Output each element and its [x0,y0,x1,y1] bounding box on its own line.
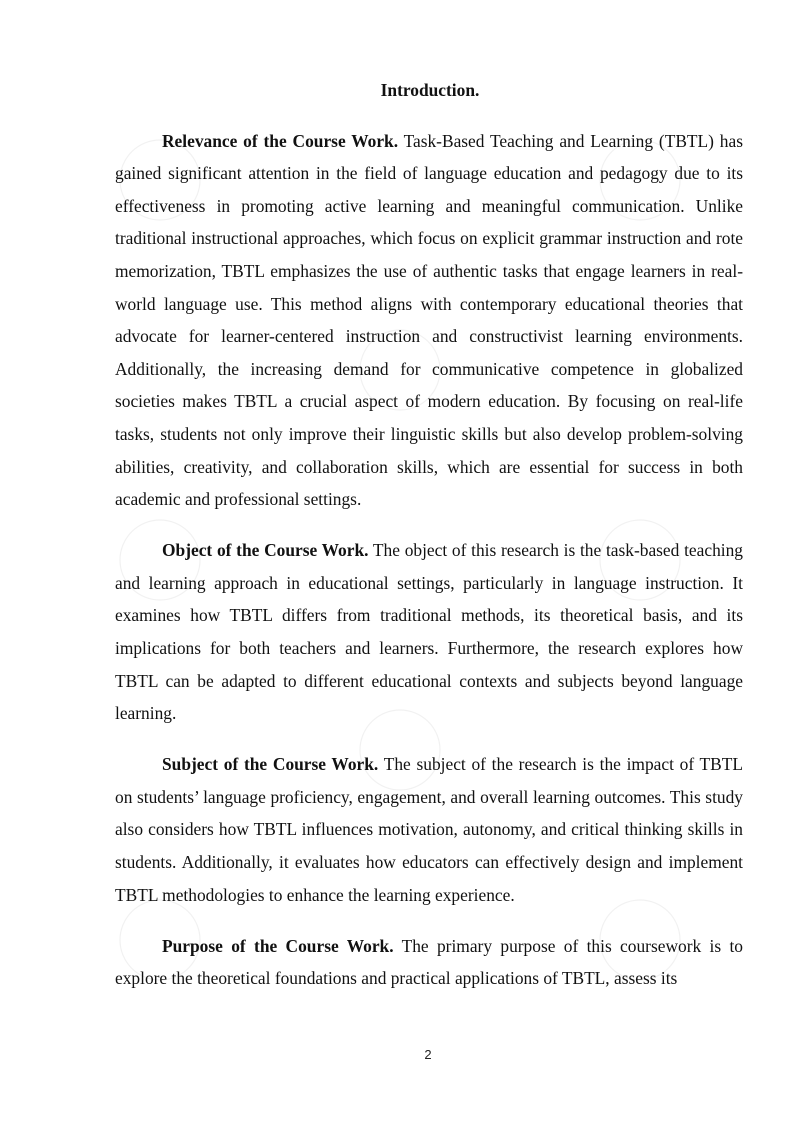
paragraph-subject [115,748,743,911]
paragraph-relevance [115,125,743,516]
paragraph-text: The primary purpose of this coursework is to explore the theoretical foundations and practical applications of TBTL, assess its [115,935,743,989]
paragraph-heading: Relevance of the Course Work. [162,130,399,151]
page-title: Introduction. [380,80,480,100]
paragraph-heading: Object of the Course Work. [162,540,369,561]
paragraph-text: Task-Based Teaching and Learning (TBTL) has gained significant attention in the field of language education and pedagogy due to its effectiveness in promoting active learning and meaningful communication. Unlike traditional instructional approaches, which focus on explicit grammar instruction and rote memorization, TBTL emphasizes the use of authentic tasks that engage learners in real-world language use. This method aligns with contemporary educational theories that advocate for learner-centered instruction and constructivist learning environments. Additionally, the increasing demand for communicative competence in globalized societies makes TBTL a crucial aspect of modern education. By focusing on real-life tasks, students not only improve their linguistic skills but also develop problem-solving abilities, creativity, and collaboration skills, which are essential for success in both academic and professional settings. [115,130,743,510]
paragraph-heading: Subject of the Course Work. [162,754,379,775]
paragraph-purpose [115,930,743,995]
document-body [115,74,743,1013]
paragraph-heading: Purpose of the Course Work. [162,935,394,956]
paragraph-object [115,534,743,730]
paragraph-text: The subject of the research is the impact of TBTL on students’ language proficiency, engagement, and overall learning outcomes. This study also considers how TBTL influences motivation, autonomy, and critical thinking skills in students. Additionally, it evaluates how educators can effectively design and implement TBTL methodologies to enhance the learning experience. [115,754,744,905]
paragraph-text: The object of this research is the task-based teaching and learning approach in educational settings, particularly in language instruction. It examines how TBTL differs from traditional methods, its theoretical basis, and its implications for both teachers and learners. Furthermore, the research explores how TBTL can be adapted to different educational contexts and subjects beyond language learning. [115,540,743,724]
page-number: 2 [424,1047,432,1062]
